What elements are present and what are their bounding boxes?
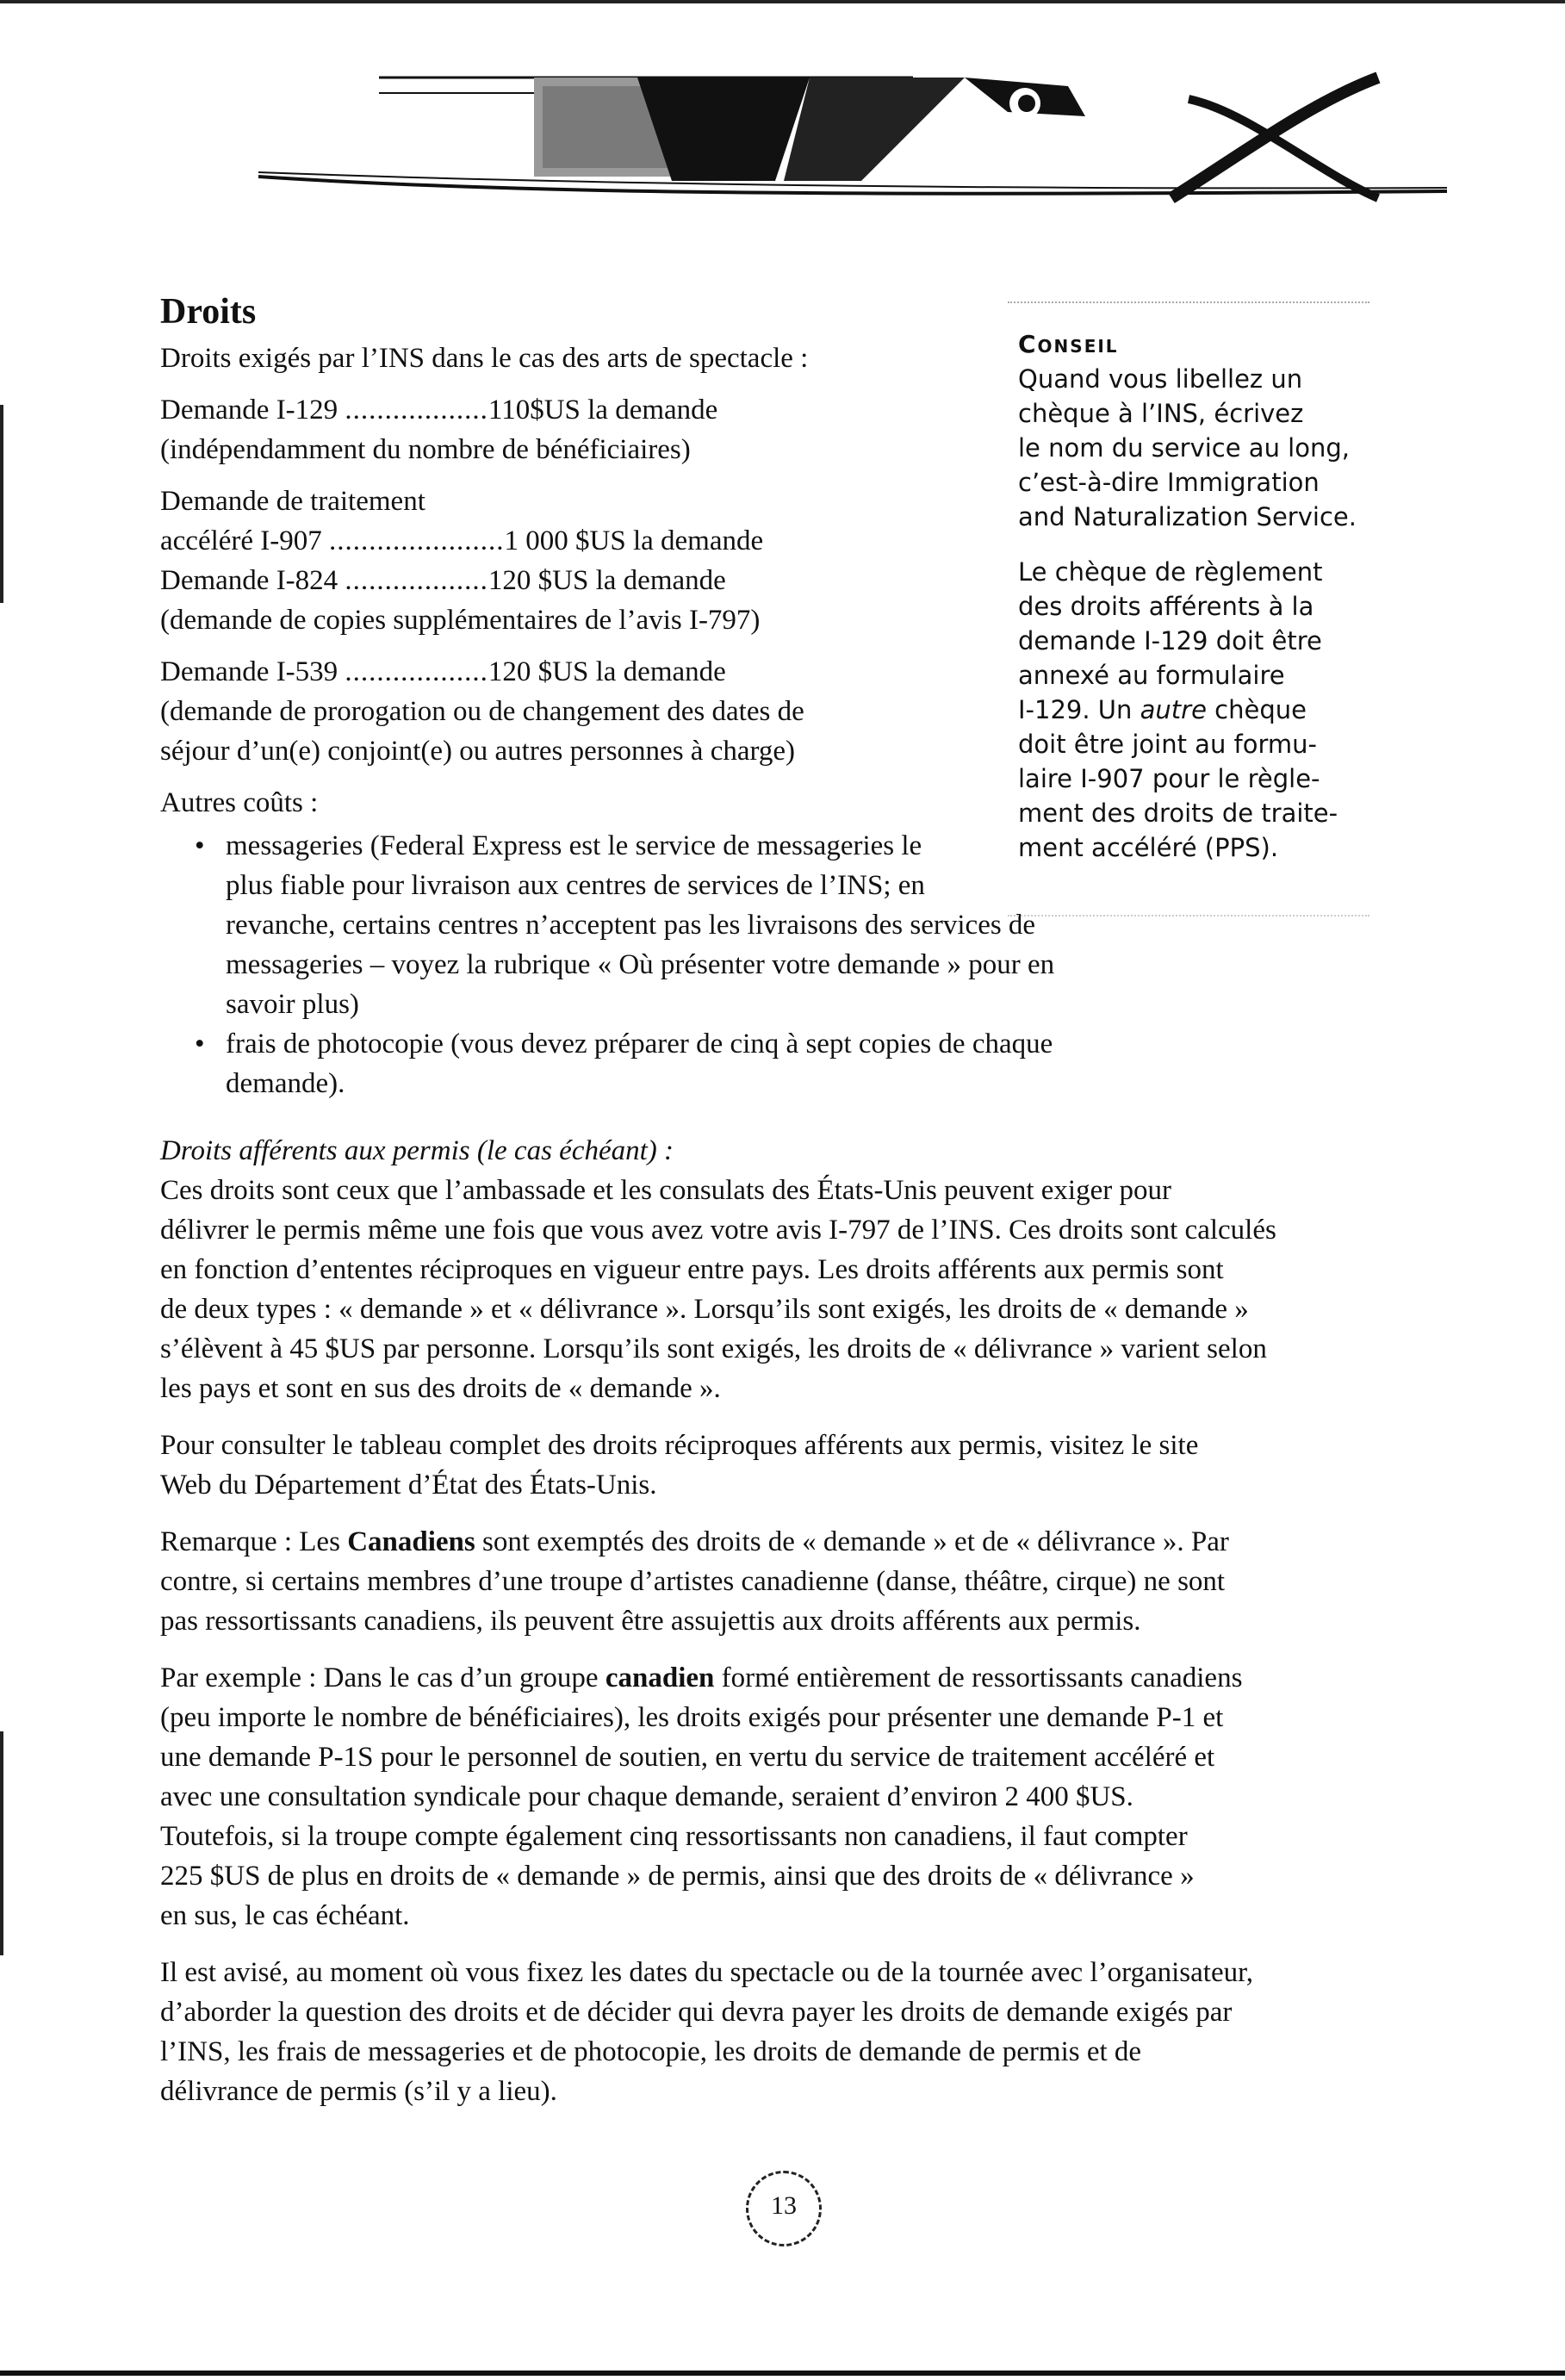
tip-line bbox=[1018, 693, 1371, 727]
list-item bbox=[160, 1024, 1194, 1103]
remark-rest: sont exemptés des droits de « demande » et de « délivrance ». Par bbox=[475, 1526, 1229, 1557]
left-edge-mark bbox=[0, 1731, 3, 1955]
paragraph-line: d’aborder la question des droits et de décider qui devra payer les droits de demande exigés par bbox=[160, 1997, 1233, 2028]
tip-line: doit être joint au formu- bbox=[1018, 730, 1318, 759]
list-item-text: revanche, certains centres n’acceptent pas les livraisons des services de bbox=[226, 910, 1036, 941]
header-decoration-graphic bbox=[258, 52, 1447, 215]
remark-bold: Canadiens bbox=[347, 1526, 475, 1557]
paragraph-line: en sus, le cas échéant. bbox=[160, 1900, 410, 1931]
fee-value: 120 $US la demande bbox=[488, 656, 726, 687]
list-item-text: plus fiable pour livraison aux centres de services de l’INS; en bbox=[226, 870, 925, 901]
fee-label: Demande I-824 bbox=[160, 565, 345, 596]
paragraph-line: contre, si certains membres d’une troupe d’artistes canadienne (danse, théâtre, cirque) ne sont bbox=[160, 1566, 1226, 1597]
fee-leader-dots: .................. bbox=[345, 395, 488, 426]
paragraph-line: s’élèvent à 45 $US par personne. Lorsqu’ils sont exigés, les droits de « délivrance » varient selon bbox=[160, 1333, 1267, 1364]
tip-line: annexé au formulaire bbox=[1018, 661, 1285, 690]
tip-text: chèque bbox=[1206, 695, 1307, 724]
bullet-icon: • bbox=[195, 1028, 205, 1060]
top-edge-line bbox=[0, 0, 1565, 3]
tip-box bbox=[1008, 301, 1369, 917]
tip-title: Conseil bbox=[1018, 330, 1119, 358]
tip-line: laire I-907 pour le règle- bbox=[1018, 764, 1320, 793]
tip-line: c’est-à-dire Immigration bbox=[1018, 468, 1320, 497]
fee-note: (demande de prorogation ou de changement des dates de bbox=[160, 696, 804, 727]
fee-label: Demande de traitement bbox=[160, 486, 425, 517]
tip-line: and Naturalization Service. bbox=[1018, 502, 1357, 531]
tip-line: ment des droits de traite- bbox=[1018, 799, 1338, 828]
paragraph-line: pas ressortissants canadiens, ils peuvent être assujettis aux droits afférents aux permis. bbox=[160, 1606, 1141, 1637]
tip-line: ment accéléré (PPS). bbox=[1018, 833, 1279, 862]
header-eye-pupil bbox=[1018, 95, 1035, 112]
fee-leader-dots: .................. bbox=[345, 656, 488, 687]
paragraph-line: de deux types : « demande » et « délivrance ». Lorsqu’ils sont exigés, les droits de « demande » bbox=[160, 1294, 1249, 1325]
paragraph-line: Web du Département d’État des États-Unis. bbox=[160, 1470, 657, 1501]
header-dark-wedge bbox=[784, 78, 965, 181]
bottom-edge-line bbox=[0, 2371, 1565, 2376]
list-item-text: demande). bbox=[226, 1068, 345, 1099]
fee-label: accéléré I-907 bbox=[160, 525, 330, 556]
fee-value: 1 000 $US la demande bbox=[504, 525, 764, 556]
tip-line: des droits afférents à la bbox=[1018, 592, 1314, 621]
remark-line bbox=[160, 1522, 1409, 1562]
left-edge-mark bbox=[0, 405, 3, 603]
page-number-text: 13 bbox=[771, 2191, 797, 2220]
tip-content bbox=[1018, 327, 1371, 865]
paragraph-line: en fonction d’ententes réciproques en vigueur entre pays. Les droits afférents aux permis sont bbox=[160, 1254, 1224, 1285]
fee-value: 120 $US la demande bbox=[488, 565, 726, 596]
tip-line: Le chèque de règlement bbox=[1018, 557, 1323, 587]
paragraph-line: avec une consultation syndicale pour chaque demande, seraient d’environ 2 400 $US. bbox=[160, 1781, 1133, 1812]
tip-line: chèque à l’INS, écrivez bbox=[1018, 399, 1304, 428]
tip-line: Quand vous libellez un bbox=[1018, 364, 1303, 394]
fee-leader-dots: ...................... bbox=[329, 525, 505, 556]
section-intro: Droits exigés par l’INS dans le cas des arts de spectacle : bbox=[160, 343, 809, 374]
fee-label: Demande I-539 bbox=[160, 656, 345, 687]
remark-prefix: Remarque : Les bbox=[160, 1526, 348, 1557]
paragraph-line: délivrer le permis même une fois que vous avez votre avis I-797 de l’INS. Ces droits sont calculés bbox=[160, 1215, 1276, 1246]
bullet-icon: • bbox=[195, 830, 205, 861]
tip-line: le nom du service au long, bbox=[1018, 433, 1350, 463]
fee-note: (indépendamment du nombre de bénéficiaires) bbox=[160, 434, 691, 465]
page-number bbox=[724, 2171, 844, 2257]
paragraph-line: délivrance de permis (s’il y a lieu). bbox=[160, 2076, 557, 2107]
paragraph-line: Toutefois, si la troupe compte également cinq ressortissants non canadiens, il faut compter bbox=[160, 1821, 1188, 1852]
section-title: Droits bbox=[160, 292, 257, 332]
header-x-stroke bbox=[1189, 99, 1378, 198]
paragraph-line: (peu importe le nombre de bénéficiaires), les droits exigés pour présenter une demande P-1 et bbox=[160, 1702, 1224, 1733]
tip-emphasis: autre bbox=[1140, 695, 1207, 724]
paragraph-line: Il est avisé, au moment où vous fixez les dates du spectacle ou de la tournée avec l’organisateur, bbox=[160, 1957, 1254, 1988]
fee-label: Demande I-129 bbox=[160, 395, 345, 426]
paragraph-line: une demande P-1S pour le personnel de soutien, en vertu du service de traitement accéléré et bbox=[160, 1742, 1215, 1773]
paragraph-line: les pays et sont en sus des droits de « demande ». bbox=[160, 1373, 721, 1404]
fee-note: séjour d’un(e) conjoint(e) ou autres personnes à charge) bbox=[160, 736, 796, 767]
fee-note: (demande de copies supplémentaires de l’avis I-797) bbox=[160, 605, 761, 636]
example-line bbox=[160, 1658, 1409, 1698]
list-item-text: savoir plus) bbox=[226, 989, 359, 1020]
example-prefix: Par exemple : Dans le cas d’un groupe bbox=[160, 1662, 606, 1693]
paragraph-line: Pour consulter le tableau complet des droits réciproques afférents aux permis, visitez le site bbox=[160, 1430, 1199, 1461]
list-item-text: messageries – voyez la rubrique « Où présenter votre demande » pour en bbox=[226, 949, 1055, 980]
permit-fees-heading: Droits afférents aux permis (le cas échéant) : bbox=[160, 1135, 674, 1166]
tip-text: I-129. Un bbox=[1018, 695, 1140, 724]
example-bold: canadien bbox=[605, 1662, 715, 1693]
fee-value: 110$US la demande bbox=[488, 395, 718, 426]
other-costs-label: Autres coûts : bbox=[160, 787, 319, 818]
paragraph-line: 225 $US de plus en droits de « demande » de permis, ainsi que des droits de « délivrance » bbox=[160, 1861, 1195, 1892]
tip-line: demande I-129 doit être bbox=[1018, 626, 1322, 656]
example-rest: formé entièrement de ressortissants canadiens bbox=[714, 1662, 1243, 1693]
fee-leader-dots: .................. bbox=[345, 565, 488, 596]
list-item-text: messageries (Federal Express est le service de messageries le bbox=[226, 830, 922, 861]
list-item-text: frais de photocopie (vous devez préparer de cinq à sept copies de chaque bbox=[226, 1028, 1053, 1060]
paragraph-line: Ces droits sont ceux que l’ambassade et les consulats des États-Unis peuvent exiger pour bbox=[160, 1175, 1171, 1206]
paragraph-line: l’INS, les frais de messageries et de photocopie, les droits de demande de permis et de bbox=[160, 2036, 1142, 2067]
